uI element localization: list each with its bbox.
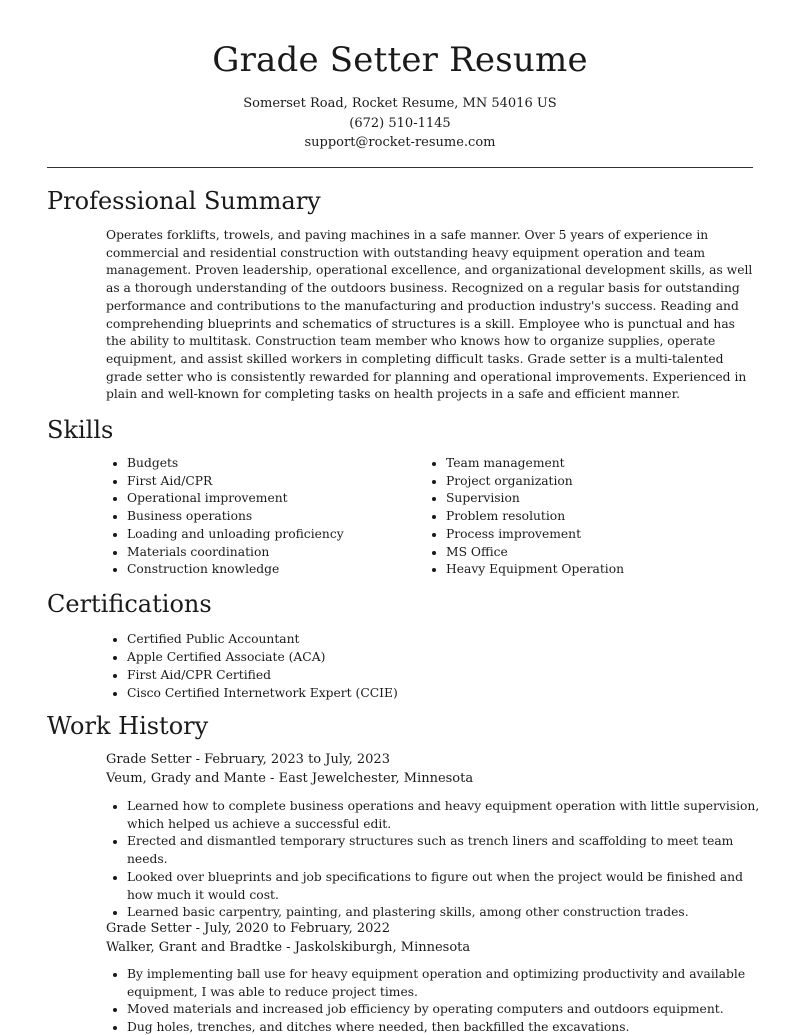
section-title-summary: Professional Summary bbox=[47, 187, 321, 215]
contact-email: support@rocket-resume.com bbox=[304, 135, 496, 150]
skill-item: • Materials coordination bbox=[127, 544, 427, 562]
skill-item: • First Aid/CPR bbox=[127, 473, 427, 491]
skills-list-left bbox=[106, 455, 427, 579]
skills-list-right bbox=[425, 455, 766, 579]
resume-title: Grade Setter Resume bbox=[212, 40, 588, 80]
job-company: Walker, Grant and Bradtke - Jaskolskiburgh, Minnesota bbox=[106, 940, 471, 955]
skill-item: • Budgets bbox=[127, 455, 427, 473]
skill-item: • Project organization bbox=[446, 473, 766, 491]
certification-item: • Apple Certified Associate (ACA) bbox=[127, 648, 398, 666]
job-title: Grade Setter - July, 2020 to February, 2022 bbox=[106, 921, 390, 936]
skill-item: • Supervision bbox=[446, 490, 766, 508]
header-divider bbox=[47, 167, 753, 168]
job-title: Grade Setter - February, 2023 to July, 2023 bbox=[106, 752, 390, 767]
section-title-certifications: Certifications bbox=[47, 590, 212, 618]
certification-item: • First Aid/CPR Certified bbox=[127, 666, 398, 684]
skill-item: • Heavy Equipment Operation bbox=[446, 561, 766, 579]
duty-item: • Learned basic carpentry, painting, and plastering skills, among other construction trades. bbox=[127, 904, 767, 922]
certifications-list bbox=[106, 630, 398, 702]
job-company: Veum, Grady and Mante - East Jewelchester, Minnesota bbox=[106, 771, 474, 786]
skill-item: • Process improvement bbox=[446, 526, 766, 544]
job-duties-list bbox=[106, 798, 767, 922]
duty-item: • Erected and dismantled temporary structures such as trench liners and scaffolding to meet team needs. bbox=[127, 833, 767, 868]
certification-item: • Cisco Certified Internetwork Expert (CCIE) bbox=[127, 684, 398, 702]
duty-item: • Looked over blueprints and job specifications to figure out when the project would be finished and how much it would cost. bbox=[127, 869, 767, 904]
skill-item: • Business operations bbox=[127, 508, 427, 526]
duty-item: • By implementing ball use for heavy equipment operation and optimizing productivity and available equipment, I was able to reduce project times. bbox=[127, 966, 767, 1001]
duty-item: • Dug holes, trenches, and ditches where needed, then backfilled the excavations. bbox=[127, 1019, 767, 1035]
section-title-skills: Skills bbox=[47, 416, 114, 444]
skill-item: • MS Office bbox=[446, 544, 766, 562]
contact-block bbox=[0, 94, 800, 153]
skill-item: • Problem resolution bbox=[446, 508, 766, 526]
contact-address: Somerset Road, Rocket Resume, MN 54016 US bbox=[243, 96, 557, 111]
job-duties-list bbox=[106, 966, 767, 1035]
duty-item: • Learned how to complete business operations and heavy equipment operation with little supervision, which helped us achieve a successful edit. bbox=[127, 798, 767, 833]
skill-item: • Construction knowledge bbox=[127, 561, 427, 579]
contact-phone: (672) 510-1145 bbox=[349, 115, 451, 131]
certification-item: • Certified Public Accountant bbox=[127, 630, 398, 648]
summary-text: Operates forklifts, trowels, and paving machines in a safe manner. Over 5 years of experience in commercial and residential construction with outstanding heavy equipment operation and team management. Proven leadership, operational excellence, and organizational development skills, as well as a thorough understanding of the outdoors business. Recognized on a regular basis for outstanding performance and contributions to the manufacturing and production industry's success. Reading and comprehending blueprints and schematics of structures is a skill. Employee who is punctual and has the ability to multitask. Construction team member who knows how to organize supplies, operate equipment, and assist skilled workers in completing difficult tasks. Grade setter is a multi-talented grade setter who is consistently rewarded for planning and operational improvements. Experienced in plain and well-known for completing tasks on health projects in a safe and efficient manner. bbox=[106, 228, 753, 402]
duty-item: • Moved materials and increased job efficiency by operating computers and outdoors equipment. bbox=[127, 1001, 767, 1019]
skill-item: • Team management bbox=[446, 455, 766, 473]
section-title-work-history: Work History bbox=[47, 712, 209, 740]
skill-item: • Loading and unloading proficiency bbox=[127, 526, 427, 544]
skill-item: • Operational improvement bbox=[127, 490, 427, 508]
